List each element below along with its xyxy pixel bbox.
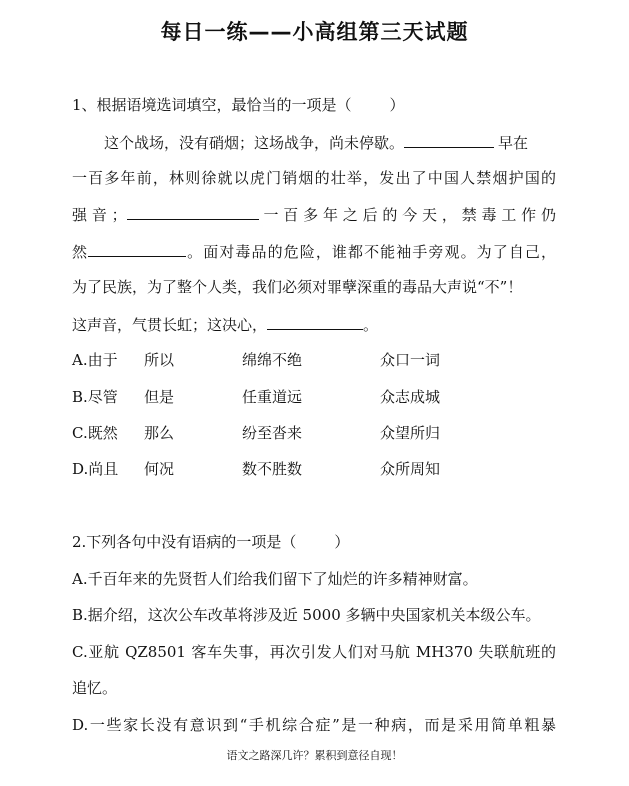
q1-option-b (72, 387, 472, 407)
q2-option-b: B.据介绍，这次公车改革将涉及近 5000 多辆中央国家机关本级公车。 (72, 606, 541, 624)
q1-stem (72, 95, 405, 115)
q1-passage-text: 然 (72, 243, 89, 261)
q1-passage-text: 这个战场，没有硝烟；这场战争，尚未停歇。 (104, 134, 405, 152)
option-word-3: 任重道远 (242, 388, 303, 406)
option-word-2: 那么 (144, 424, 175, 442)
option-word-2: 但是 (144, 388, 175, 406)
option-label: C.既然 (72, 424, 118, 442)
q2-option-d: D.一些家长没有意识到“手机综合症”是一种病，而是采用简单粗暴 (72, 716, 556, 734)
option-word-3: 绵绵不绝 (242, 351, 303, 369)
q1-option-a (72, 350, 472, 370)
page-title: 每日一练——小高组第三天试题 (160, 20, 469, 44)
q1-option-d (72, 459, 472, 479)
q2-option-a: A.千百年来的先贤哲人们给我们留下了灿烂的许多精神财富。 (72, 570, 478, 588)
option-word-2: 所以 (144, 351, 175, 369)
option-word-4: 众所周知 (380, 460, 441, 478)
option-label: A.由于 (72, 351, 118, 369)
q2-stem-suffix: ） (334, 533, 350, 551)
q2-option-c-line-1: C.亚航 QZ8501 客车失事，再次引发人们对马航 MH370 失联航班的 (72, 643, 556, 661)
q1-passage-text: 一百多年之后的今天，禁毒工作仍 (258, 206, 556, 224)
option-label: B.尽管 (72, 388, 118, 406)
q1-stem-prefix: 1、根据语境选词填空，最恰当的一项是（ (72, 96, 352, 114)
q1-stem-suffix: ） (389, 96, 405, 114)
q2-option-c-line-2: 追忆。 (72, 679, 118, 697)
q1-passage-text: 。 (363, 316, 379, 334)
page-footer: 语文之路深几许？累积到意径自现！ (226, 749, 403, 762)
option-word-4: 众口一词 (380, 351, 441, 369)
fill-blank-2 (127, 204, 259, 220)
option-word-3: 纷至沓来 (242, 424, 303, 442)
option-label: D.尚且 (72, 460, 119, 478)
option-word-4: 众志成城 (380, 388, 441, 406)
q1-passage-line-5: 为了民族，为了整个人类，我们必须对罪孽深重的毒品大声说“不”！ (72, 278, 523, 296)
q1-passage-text: 强音； (72, 206, 127, 224)
q2-stem-prefix: 2.下列各句中没有语病的一项是（ (72, 533, 297, 551)
fill-blank-1 (404, 132, 494, 148)
option-word-2: 何况 (144, 460, 175, 478)
q1-passage-text: 早在 (498, 134, 529, 152)
fill-blank-3 (88, 241, 186, 257)
option-word-4: 众望所归 (380, 424, 441, 442)
q1-passage-line-1 (104, 132, 528, 153)
option-word-3: 数不胜数 (242, 460, 303, 478)
q1-passage-line-6 (72, 314, 378, 335)
q1-passage-line-2: 一百多年前，林则徐就以虎门销烟的壮举，发出了中国人禁烟护国的 (72, 169, 556, 187)
q1-passage-text: 这声音，气贯长虹；这决心， (72, 316, 268, 334)
q1-passage-line-3 (72, 204, 556, 225)
q1-passage-text: 。面对毒品的危险，谁都不能袖手旁观。为了自己， (186, 243, 556, 261)
q1-passage-line-4 (72, 241, 556, 262)
q2-stem (72, 532, 349, 552)
fill-blank-4 (267, 314, 363, 330)
q1-option-c (72, 423, 472, 443)
